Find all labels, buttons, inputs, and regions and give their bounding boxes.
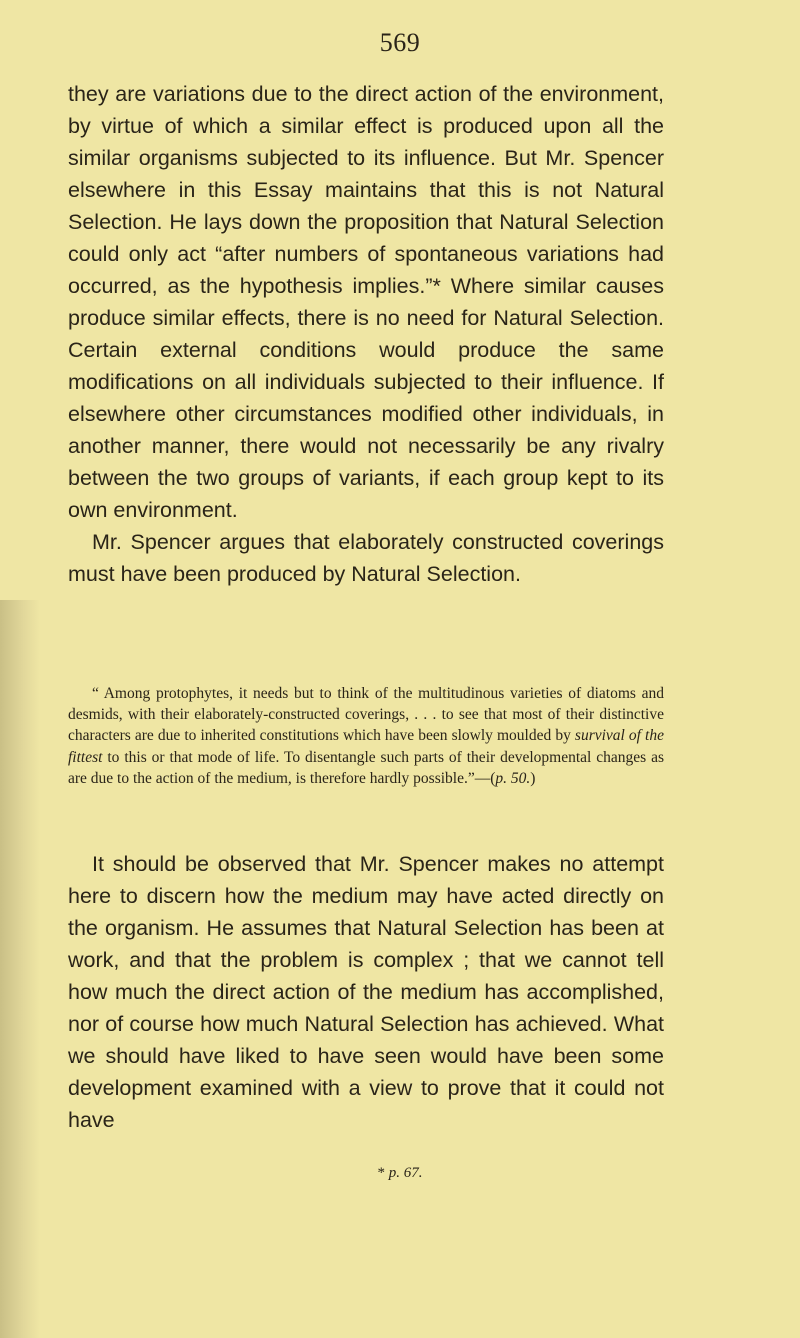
- block-quote: [68, 683, 664, 789]
- paragraph-2: Mr. Spencer argues that elaborately constructed coverings must have been produced by Natural Selection.: [68, 530, 664, 586]
- footnote: [0, 1165, 800, 1182]
- paragraph-1: they are variations due to the direct action of the environment, by virtue of which a similar effect is produced upon all the similar organisms subjected to its influence. But Mr. Spencer elsewhere in this Essay maintains that this is not Natural Selection. He lays down the proposition that Natural Selection could only act “after numbers of spontaneous variations had occurred, as the hypothesis implies.”* Where similar causes produce similar effects, there is no need for Natural Selection. Certain external conditions would produce the same modifications on all individuals subjected to their influence. If elsewhere other circumstances modified other individuals, in another manner, there would not necessarily be any rivalry between the two groups of variants, if each group kept to its own environment.: [68, 82, 664, 522]
- quote-closing: ): [530, 769, 536, 787]
- quote-text-end: to this or that mode of life. To disentangle such parts of their developmental changes as are due to the action of the medium, is therefore hardly possible.”—(: [68, 748, 664, 787]
- footnote-reference: p. 67.: [388, 1165, 423, 1181]
- main-text-block: [68, 78, 664, 590]
- page-number: 569: [379, 28, 421, 57]
- footnote-marker: *: [377, 1165, 389, 1181]
- quote-text-start: “ Among protophytes, it needs but to think of the multitudinous varieties of diatoms and desmids, with their elaborately-constructed coverings, . . . to see that most of their distinctive characters are due to inherited constitutions which have been slowly moulded by: [68, 685, 664, 745]
- page-edge-shadow: [0, 600, 40, 1338]
- paragraph-3: It should be observed that Mr. Spencer makes no attempt here to discern how the medium may have acted directly on the organism. He assumes that Natural Selection has been at work, and that the problem is complex ; that we cannot tell how much the direct action of the medium has accomplished, nor of course how much Natural Selection has achieved. What we should have liked to have seen would have been some development examined with a view to prove that it could not have: [68, 852, 664, 1132]
- quote-page-ref: p. 50.: [495, 769, 531, 787]
- quote-italic-phrase: survival of the fittest: [68, 727, 664, 766]
